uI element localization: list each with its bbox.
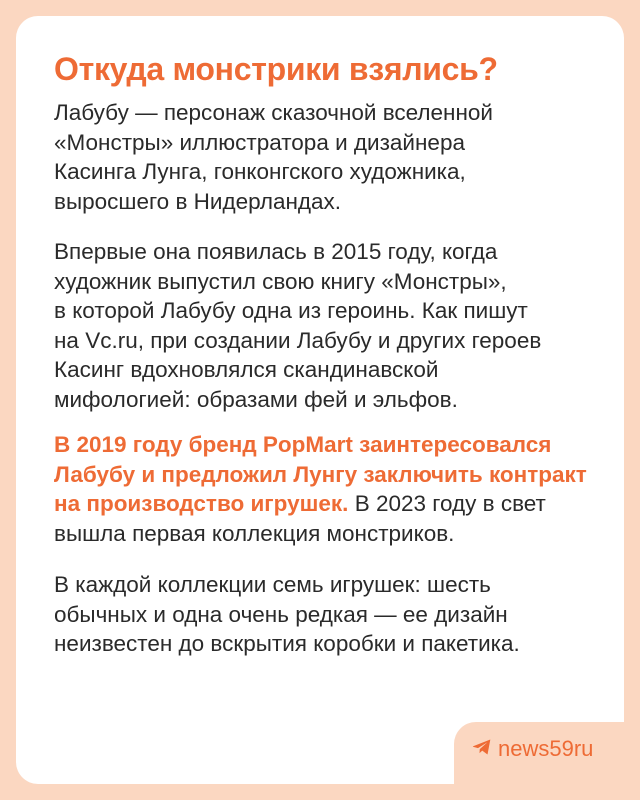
plain-text: В 2023 году в свет [348,491,546,516]
brand-link[interactable] [472,736,593,762]
paragraph-origin [54,98,493,216]
article-card [16,16,624,784]
paragraph-line: «Монстры» иллюстратора и дизайнера [54,129,465,155]
telegram-icon [472,738,492,761]
paragraph-line: Впервые она появилась в 2015 году, когда [54,239,498,264]
paragraph-line: в которой Лабубу одна из героинь. Как пишут [54,298,528,323]
paragraph-line: вышла первая коллекция монстриков. [54,520,455,546]
paragraph-line: Лабубу — персонаж сказочной вселенной [54,100,493,125]
paragraph-line: Касинг вдохновлялся скандинавской [54,357,439,382]
paragraph-line: обычных и одна очень редкая — ее дизайн [54,601,508,627]
paragraph-popmart [54,430,587,548]
paragraph-line: художник выпустил свою книгу «Монстры», [54,268,507,294]
highlighted-text: на производство игрушек. [54,491,349,516]
highlighted-line: В 2019 году бренд PopMart заинтересовался [54,432,552,457]
paragraph-line: Касинга Лунга, гонконгского художника, [54,159,466,184]
article-heading: Откуда монстрики взялись? [54,51,498,87]
paragraph-collection [54,570,520,659]
paragraph-first-appearance [54,237,541,414]
paragraph-line: В каждой коллекции семь игрушек: шесть [54,572,491,597]
paragraph-line: неизвестен до вскрытия коробки и пакетика. [54,631,520,656]
highlighted-line: Лабубу и предложил Лунгу заключить контракт [54,461,587,487]
brand-badge [454,722,624,784]
paragraph-line: мифологией: образами фей и эльфов. [54,386,458,412]
paragraph-line [54,489,587,519]
paragraph-line: выросшего в Нидерландах. [54,188,342,214]
paragraph-line: на Vc.ru, при создании Лабубу и других героев [54,327,542,353]
brand-label: news59ru [498,736,594,761]
